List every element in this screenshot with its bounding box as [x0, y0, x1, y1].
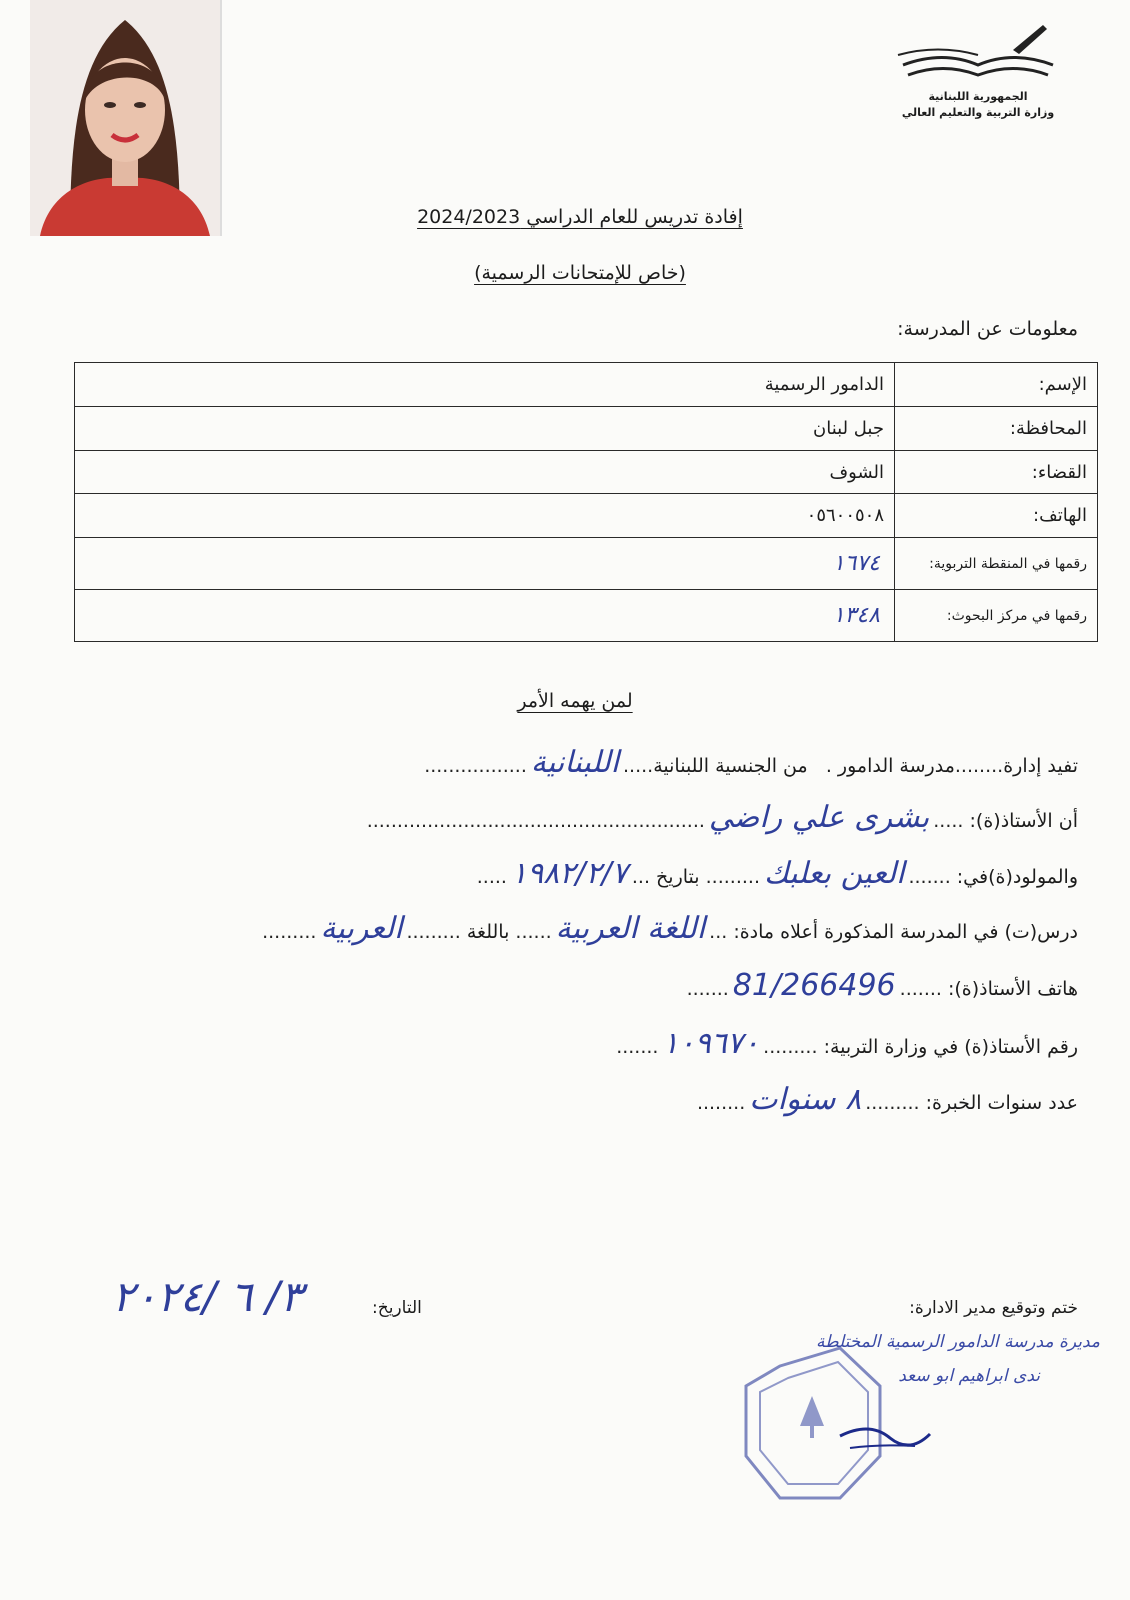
table-row — [75, 494, 1098, 538]
line5-prefix: هاتف الأستاذ(ة): — [947, 978, 1078, 1000]
table-row — [75, 363, 1098, 407]
portrait-image — [30, 0, 220, 236]
school-info-heading: معلومات عن المدرسة: — [897, 318, 1078, 340]
line6-prefix: رقم الأستاذ(ة) في وزارة التربية: — [823, 1036, 1078, 1058]
educational-zone-value: ١٦٧٤ — [832, 551, 880, 577]
school-info-table — [74, 362, 1098, 642]
table-row — [75, 406, 1098, 450]
educational-zone-label: رقمها في المنقطة التربوية: — [895, 538, 1098, 590]
birthdate-handwritten: ١٩٨٢/٢/٧ — [510, 856, 628, 891]
body-line-1: تفيد إدارة........مدرسة الدامور . من الجنسية اللبنانية.....اللبنانية................. — [424, 745, 1078, 780]
governorate-value: جبل لبنان — [75, 406, 895, 450]
body-line-4: درس(ت) في المدرسة المذكورة أعلاه مادة: ...اللغة العربية...... باللغة .........العربية......... — [262, 911, 1078, 946]
ministry-logo — [888, 20, 1068, 119]
stamp-signature-label: ختم وتوقيع مدير الادارة: — [909, 1298, 1078, 1318]
line1-mid: من الجنسية اللبنانية — [653, 755, 808, 777]
research-center-label: رقمها في مركز البحوث: — [895, 590, 1098, 642]
date-label: التاريخ: — [372, 1298, 422, 1318]
official-stamp — [740, 1326, 1100, 1516]
stamp-seal-icon — [740, 1326, 1100, 1516]
line1-prefix: تفيد إدارة — [1003, 755, 1078, 777]
line3-prefix: والمولود(ة)في: — [956, 866, 1078, 888]
subject-handwritten: اللغة العربية — [555, 911, 706, 946]
logo-republic-text: الجمهورية اللبنانية — [928, 90, 1028, 103]
ministry-number-handwritten: ١٠٩٦٧٠ — [662, 1026, 760, 1061]
birthplace-handwritten: العين بعلبك — [763, 856, 905, 891]
line4-prefix: درس(ت) في المدرسة المذكورة أعلاه مادة: — [733, 921, 1078, 943]
to-whom-heading: لمن يهمه الأمر — [517, 690, 633, 712]
date-handwritten: ٣/ ٦ /٢٠٢٤ — [112, 1272, 303, 1321]
line2-prefix: أن الأستاذ(ة): — [969, 810, 1078, 832]
body-line-3: والمولود(ة)في: .......العين بعلبك......... بتاريخ ...١٩٨٢/٢/٧..... — [476, 856, 1078, 891]
document-subtitle: (خاص للإمتحانات الرسمية) — [474, 262, 686, 284]
language-handwritten: العربية — [320, 911, 403, 946]
line4-mid: باللغة — [466, 921, 510, 943]
phone-label: الهاتف: — [895, 494, 1098, 538]
school-name-value: الدامور الرسمية — [75, 363, 895, 407]
open-book-pen-icon — [893, 20, 1063, 86]
teacher-photo — [30, 0, 222, 236]
phone-value: ٠٥٦٠٠٥٠٨ — [75, 494, 895, 538]
stamp-principal-title: مديرة مدرسة الدامور الرسمية المختلطة — [815, 1332, 1100, 1352]
district-label: القضاء: — [895, 450, 1098, 494]
research-center-value: ١٣٤٨ — [832, 603, 880, 629]
body-line-5: هاتف الأستاذ(ة): .......81/266496....... — [686, 968, 1078, 1003]
governorate-label: المحافظة: — [895, 406, 1098, 450]
teacher-name-handwritten: بشرى علي راضي — [708, 800, 930, 835]
body-line-2: أن الأستاذ(ة): .....بشرى علي راضي........................................................ — [366, 800, 1078, 835]
stamp-principal-name: ندى ابراهيم ابو سعد — [898, 1366, 1040, 1386]
logo-ministry-text: وزارة التربية والتعليم العالي — [901, 106, 1055, 119]
line7-prefix: عدد سنوات الخبرة: — [925, 1092, 1078, 1114]
teacher-phone-handwritten: 81/266496 — [732, 968, 896, 1003]
table-row — [75, 450, 1098, 494]
body-line-6: رقم الأستاذ(ة) في وزارة التربية: .........١٠٩٦٧٠....... — [616, 1026, 1078, 1061]
school-name-label: الإسم: — [895, 363, 1098, 407]
line3-mid: بتاريخ — [656, 866, 700, 888]
district-value: الشوف — [75, 450, 895, 494]
body-line-7: عدد سنوات الخبرة: .........٨ سنوات........ — [696, 1082, 1078, 1117]
document-title: إفادة تدريس للعام الدراسي 2024/2023 — [417, 206, 743, 228]
table-row — [75, 590, 1098, 642]
school-name-text: مدرسة الدامور . — [825, 755, 955, 777]
table-row — [75, 538, 1098, 590]
nationality-handwritten: اللبنانية — [530, 745, 620, 780]
experience-years-handwritten: ٨ سنوات — [749, 1082, 862, 1117]
